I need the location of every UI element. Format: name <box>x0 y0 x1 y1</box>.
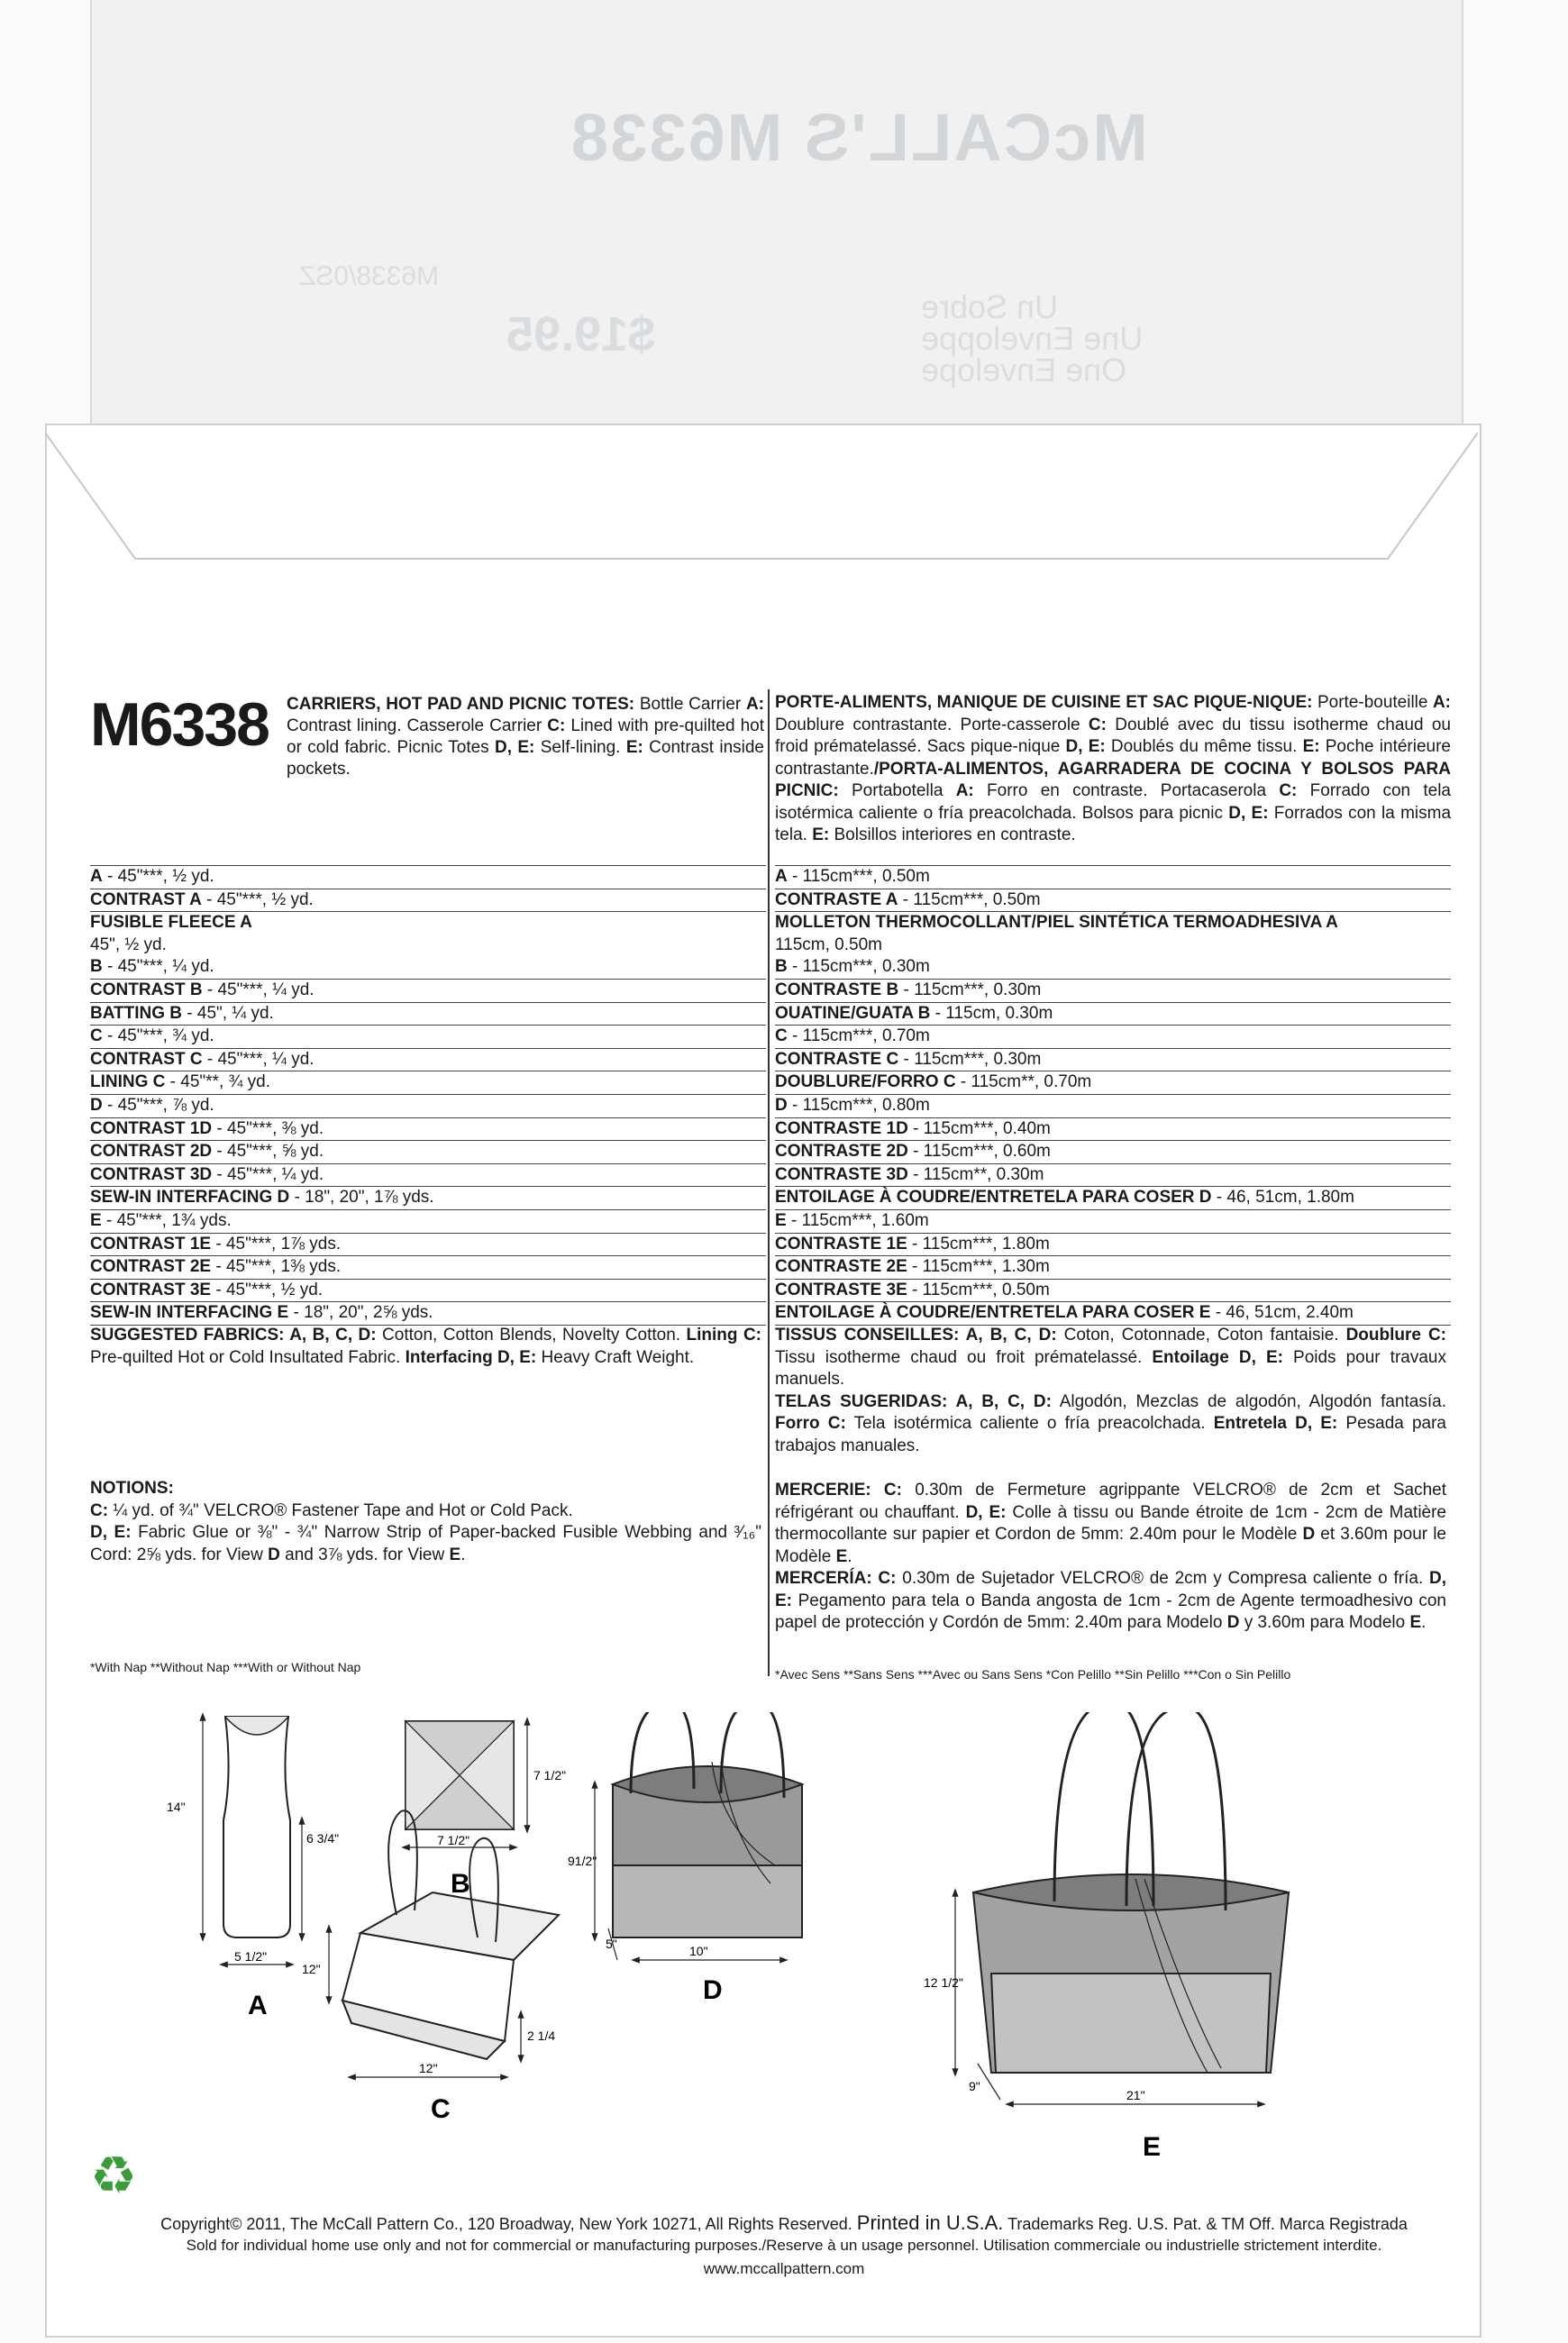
view-b-width-label: 7 1/2" <box>437 1833 470 1847</box>
footnote-fr-es: *Avec Sens **Sans Sens ***Avec ou Sans Sens *Con Pelillo **Sin Pelillo ***Con o Sin Pelillo <box>775 1667 1291 1682</box>
yardage-value: - 45"***, ½ yd. <box>211 1280 324 1299</box>
yardage-label: D <box>90 1095 103 1115</box>
yardage-row <box>90 1141 766 1164</box>
yardage-value: - 45"***, ⅝ yd. <box>212 1142 324 1162</box>
yardage-row <box>775 1071 1451 1095</box>
pattern-code: M6338 <box>90 690 269 759</box>
ghost-title: McCALL'S M6338 <box>570 100 1148 175</box>
description-text: Poche intérieure contrastante. <box>775 737 1451 779</box>
yardage-row <box>775 956 1451 980</box>
yardage-label: CONTRASTE 1D <box>775 1118 908 1138</box>
yardage-row <box>775 1210 1451 1234</box>
yardage-label: E <box>775 1210 787 1230</box>
yardage-value: - 45"***, ¼ yd. <box>202 980 315 999</box>
trademarks: Trademarks Reg. U.S. Pat. & TM Off. Marca Registrada <box>1007 2215 1408 2233</box>
view-e-label: E <box>1143 2132 1162 2162</box>
yardage-row <box>775 1141 1451 1164</box>
description-text: Bolsillos interiores en contraste. <box>829 825 1076 844</box>
view-de-ref: D, E: <box>965 1502 1007 1522</box>
yardage-label: CONTRASTE 1E <box>775 1234 907 1254</box>
yardage-row <box>90 1280 766 1303</box>
view-a-side-label: 6 3/4" <box>306 1831 340 1846</box>
yardage-value: - 45"***, ½ yd. <box>201 889 314 909</box>
yardage-value: - 46, 51cm, 1.80m <box>1211 1188 1354 1208</box>
yardage-label: A <box>90 867 103 886</box>
view-d-ref: D <box>1226 1613 1240 1632</box>
ghost-line-2: Une Enveloppe <box>921 320 1144 357</box>
fabrics-text: Poids pour travaux manuels. <box>775 1347 1446 1389</box>
view-d-ref: D <box>1302 1525 1316 1544</box>
yardage-label: CONTRAST C <box>90 1049 203 1069</box>
notions-text: 0.30m de Sujetador VELCRO® de 2cm y Compresa caliente o fría. <box>896 1569 1429 1588</box>
yardage-label: CONTRASTE A <box>775 889 898 909</box>
description-text: Porte-bouteille <box>1312 693 1433 712</box>
yardage-label: CONTRAST A <box>90 889 202 909</box>
notions-fr-es <box>775 1480 1446 1635</box>
view-d-width-label: 10" <box>689 1944 708 1958</box>
recycle-icon: ♻ <box>90 2147 137 2205</box>
yardage-label: D <box>775 1095 788 1115</box>
yardage-row <box>775 934 1451 957</box>
yardage-row <box>775 1187 1451 1210</box>
fabrics-lining-label: Doublure C: <box>1345 1326 1447 1345</box>
view-e-ref: E <box>835 1546 848 1566</box>
yardage-label: FUSIBLE FLEECE A <box>90 913 252 933</box>
yardage-row <box>775 866 1451 889</box>
yardage-label: BATTING B <box>90 1003 183 1023</box>
yardage-value: - 45"***, ¼ yd. <box>202 1049 315 1069</box>
yardage-label: SEW-IN INTERFACING D <box>90 1188 290 1208</box>
yardage-row <box>90 1026 766 1049</box>
yardage-row <box>775 889 1451 913</box>
yardage-value: - 45"***, ⅜ yd. <box>212 1118 324 1138</box>
view-d-drawing <box>595 1712 802 1960</box>
notions-text: Colle à tissu ou Bande étroite de 1cm - 2cm de Matière thermocollante sur papier et Cordon de 5mm: 2.40m pour le Modèle <box>775 1502 1447 1544</box>
yardage-value: - 115cm**, 0.30m <box>907 1164 1044 1184</box>
yardage-label: CONTRASTE C <box>775 1049 899 1069</box>
yardage-value: - 45", ¼ yd. <box>182 1003 274 1023</box>
view-b-height-label: 7 1/2" <box>533 1768 567 1782</box>
description-text: Lined with pre-quilted hot or cold fabric. Picnic Totes <box>287 716 764 757</box>
yardage-row <box>775 980 1451 1003</box>
yardage-value: - 115cm***, 0.50m <box>898 889 1041 909</box>
description-text: Contrast inside pockets. <box>287 738 764 779</box>
view-e-ref: E: <box>1302 737 1320 756</box>
copyright-line-1 <box>54 2211 1514 2235</box>
yardage-row <box>90 1049 766 1072</box>
yardage-row <box>90 1302 766 1326</box>
notions-text: Fabric Glue or ⅜" - ¾" Narrow Strip of Paper-backed Fusible Webbing and ³⁄₁₆" Cord: 2⅝ yds. for View <box>90 1523 761 1564</box>
view-de-ref: D, E: <box>90 1523 132 1542</box>
yardage-value: - 18", 20", 2⅝ yds. <box>288 1303 433 1323</box>
fabrics-lining-label: Forro C: <box>775 1414 846 1433</box>
notions-c <box>90 1500 761 1523</box>
yardage-value: - 45"***, 1⅞ yds. <box>211 1234 342 1254</box>
yardage-row <box>775 1118 1451 1142</box>
fabrics-text: Pre-quilted Hot or Cold Insultated Fabric. <box>90 1347 406 1367</box>
fabrics-interfacing-label: Entoilage D, E: <box>1152 1347 1283 1367</box>
yardage-value: - 46, 51cm, 2.40m <box>1210 1303 1354 1323</box>
yardage-row <box>90 866 766 889</box>
view-a-drawing <box>203 1717 302 1965</box>
yardage-value: - 45"***, ½ yd. <box>102 867 214 886</box>
ghost-price: $19.95 <box>506 307 656 361</box>
view-de-ref: D, E: <box>1228 803 1269 823</box>
yardage-label: DOUBLURE/FORRO C <box>775 1072 956 1092</box>
notions-heading: MERCERÍA: C: <box>775 1569 897 1588</box>
description-text: Bottle Carrier <box>634 695 746 714</box>
view-c-drawing <box>329 1810 559 2077</box>
notions-text: . <box>460 1545 466 1564</box>
fabrics-text: Heavy Craft Weight. <box>536 1347 695 1367</box>
ghost-line-3: One Envelope <box>921 351 1127 388</box>
yardage-value: - 115cm, 0.30m <box>930 1003 1053 1023</box>
yardage-label: LINING C <box>90 1072 166 1092</box>
yardage-value: - 115cm***, 1.80m <box>907 1234 1050 1254</box>
yardage-value: - 115cm***, 0.80m <box>787 1095 930 1115</box>
description-text: Doublé avec du tissu isotherme chaud ou froid prématelassé. Sacs pique-nique <box>775 715 1451 756</box>
view-c-width-label: 12" <box>419 2061 438 2075</box>
view-a-ref: A: <box>1432 693 1451 712</box>
fabrics-heading: SUGGESTED FABRICS: A, B, C, D: <box>90 1326 377 1345</box>
footnote-en: *With Nap **Without Nap ***With or Without Nap <box>90 1660 361 1674</box>
yardage-row <box>775 1234 1451 1257</box>
view-d-depth-label: 5" <box>606 1937 617 1951</box>
yardage-label: CONTRASTE 2D <box>775 1142 908 1162</box>
view-de-ref: D, E: <box>1065 737 1106 756</box>
column-divider <box>768 689 770 1676</box>
view-e-height-label: 12 1/2" <box>924 1975 963 1990</box>
notions-text: and 3⅞ yds. for View <box>279 1545 450 1564</box>
yardage-label: CONTRAST B <box>90 980 203 999</box>
notions-heading: MERCERIE: C: <box>775 1481 902 1500</box>
yardage-row <box>90 1003 766 1026</box>
yardage-value: - 115cm***, 0.30m <box>787 957 930 977</box>
view-de-ref: D, E: <box>495 738 535 757</box>
view-de-ref: D, E: <box>775 1569 1446 1610</box>
ghost-number: M6338/0SZ <box>299 261 440 291</box>
notions-en <box>90 1478 761 1566</box>
envelope-flap <box>90 0 1463 469</box>
yardage-label: CONTRAST 2E <box>90 1257 212 1277</box>
notions-text: ¼ yd. of ¾" VELCRO® Fastener Tape and Hot or Cold Pack. <box>108 1500 573 1520</box>
yardage-value: - 115cm**, 0.70m <box>955 1072 1092 1092</box>
view-e-ref: E: <box>625 738 643 757</box>
yardage-label: E <box>90 1210 102 1230</box>
yardage-label: C <box>90 1026 103 1046</box>
yardage-label: SEW-IN INTERFACING E <box>90 1303 289 1323</box>
notions-text: y 3.60m para Modelo <box>1239 1613 1410 1632</box>
notions-text: 0.30m de Fermeture agrippante VELCRO® de 2cm et Sachet réfrigérant ou chauffant. <box>775 1481 1446 1522</box>
yardage-row <box>90 1234 766 1257</box>
view-e-ref: E <box>1409 1613 1422 1632</box>
yardage-row <box>775 1049 1451 1072</box>
yardage-label: C <box>775 1026 788 1046</box>
fabrics-interfacing-label: Interfacing D, E: <box>405 1347 537 1367</box>
ghost-line-1: Un Sobre <box>921 288 1059 325</box>
yardage-row <box>90 934 766 957</box>
yardage-value: - 115cm***, 0.40m <box>907 1118 1051 1138</box>
description-fr-es <box>775 692 1451 847</box>
yardage-label: MOLLETON THERMOCOLLANT/PIEL SINTÉTICA TERMOADHESIVA A <box>775 913 1338 933</box>
notions-de <box>90 1522 761 1566</box>
yardage-label: B <box>775 957 788 977</box>
fabrics-heading: TELAS SUGERIDAS: A, B, C, D: <box>775 1391 1052 1411</box>
yardage-row <box>90 889 766 913</box>
yardage-row <box>90 1164 766 1188</box>
view-a-width-label: 5 1/2" <box>234 1949 268 1964</box>
yardage-label: CONTRAST 3D <box>90 1164 213 1184</box>
description-text: Self-lining. <box>534 738 626 757</box>
view-c-label: C <box>431 2094 451 2124</box>
description-text: Portabotella <box>838 781 956 800</box>
description-text: Contrast lining. Casserole Carrier <box>287 716 548 735</box>
description-text: Forro en contraste. Portacaserola <box>973 781 1280 800</box>
yardage-value: - 115cm***, 1.60m <box>786 1210 929 1230</box>
copyright-line-2: Sold for individual home use only and not for commercial or manufacturing purposes./Reserve à un usage personnel. Utilisation commerciale ou industrielle strictement interdite. <box>186 2237 1382 2254</box>
notions-es <box>775 1568 1446 1635</box>
notions-fr <box>775 1480 1446 1568</box>
view-c-ref: C: <box>547 716 566 735</box>
view-e-drawing <box>955 1712 1289 2104</box>
view-c-depth-label: 12" <box>302 1962 321 1976</box>
description-en <box>287 694 764 780</box>
view-e-ref: E <box>449 1545 461 1564</box>
yardage-label: CONTRASTE 3D <box>775 1164 908 1184</box>
yardage-table-en <box>90 865 766 1326</box>
yardage-value: - 45"***, ¾ yd. <box>102 1026 214 1046</box>
yardage-value: - 45"***, ¼ yd. <box>212 1164 324 1184</box>
view-d-label: D <box>703 1975 723 2005</box>
yardage-value: - 115cm***, 1.30m <box>907 1257 1050 1277</box>
yardage-row <box>775 1026 1451 1049</box>
yardage-row <box>90 1118 766 1142</box>
yardage-value: - 115cm***, 0.60m <box>907 1142 1051 1162</box>
description-title: CARRIERS, HOT PAD AND PICNIC TOTES: <box>287 695 635 714</box>
view-c-ref: C: <box>1088 715 1107 734</box>
fabrics-heading: TISSUS CONSEILLES: A, B, C, D: <box>775 1326 1057 1345</box>
yardage-row <box>775 1256 1451 1280</box>
fabrics-interfacing-label: Entretela D, E: <box>1213 1414 1338 1433</box>
notions-text: . <box>847 1546 852 1566</box>
yardage-value: - 45"***, 1¾ yds. <box>101 1210 232 1230</box>
view-a-ref: A: <box>955 781 974 800</box>
view-d-ref: D <box>268 1545 280 1564</box>
fabrics-text: Tissu isotherme chaud ou froit prématelassé. <box>775 1347 1153 1367</box>
yardage-label: CONTRAST 2D <box>90 1142 213 1162</box>
yardage-value: - 115cm***, 0.50m <box>907 1280 1050 1299</box>
view-e-depth-label: 9" <box>969 2079 980 2093</box>
yardage-row <box>90 1071 766 1095</box>
description-text: Doublure contrastante. Porte-casserole <box>775 715 1089 734</box>
notions-text: . <box>1421 1613 1427 1632</box>
yardage-table-fr-es <box>775 865 1451 1326</box>
view-b-drawing <box>406 1721 527 1847</box>
yardage-value: - 115cm***, 0.30m <box>898 1049 1042 1069</box>
yardage-label: ENTOILAGE À COUDRE/ENTRETELA PARA COSER E <box>775 1303 1211 1323</box>
suggested-fabrics-en <box>90 1325 761 1369</box>
description-text: Forrado con tela isotérmica caliente o fría preacolchada. Bolsos para picnic <box>775 781 1451 823</box>
notions-text: Pegamento para tela o Banda angosta de 1cm - 2cm de Agente termoadhesivo con papel de protección y Cordón de 5mm: 2.40m para Modelo <box>775 1591 1446 1632</box>
yardage-row <box>90 1095 766 1118</box>
yardage-row <box>90 1210 766 1234</box>
fabrics-text: Cotton, Cotton Blends, Novelty Cotton. <box>376 1326 687 1345</box>
yardage-label: CONTRASTE B <box>775 980 899 999</box>
yardage-row <box>775 912 1451 934</box>
yardage-value: - 45"***, ⅞ yd. <box>102 1095 214 1115</box>
envelope-fold-lines <box>45 424 1478 568</box>
yardage-row <box>90 1187 766 1210</box>
yardage-row <box>90 980 766 1003</box>
yardage-value: - 115cm***, 0.50m <box>787 867 930 886</box>
fabrics-fr <box>775 1325 1446 1391</box>
view-e-ref: E: <box>812 825 830 844</box>
yardage-row <box>775 1003 1451 1026</box>
copyright-text: Copyright© 2011, The McCall Pattern Co., 120 Broadway, New York 10271, All Rights Reserved. <box>160 2215 852 2233</box>
view-a-height-label: 14" <box>167 1800 186 1814</box>
fabrics-lining-label: Lining C: <box>686 1326 761 1345</box>
technical-drawings <box>90 1712 1460 2190</box>
yardage-row <box>775 1280 1451 1303</box>
yardage-value: - 115cm***, 0.70m <box>787 1026 930 1046</box>
fabrics-text: Algodón, Mezclas de algodón, Algodón fantasía. <box>1051 1391 1446 1411</box>
yardage-row <box>775 1095 1451 1118</box>
view-a-label: A <box>248 1991 268 2020</box>
fabrics-text: Tela isotérmica caliente o fría preacolchada. <box>845 1414 1214 1433</box>
view-b-label: B <box>451 1869 470 1899</box>
printed-in: Printed in U.S.A. <box>856 2211 1004 2234</box>
view-c-ref: C: <box>1279 781 1298 800</box>
description-text: Doublés du même tissu. <box>1105 737 1303 756</box>
view-e-width-label: 21" <box>1126 2088 1145 2102</box>
yardage-row <box>775 1302 1451 1326</box>
yardage-row <box>90 912 766 934</box>
view-c-height-label: 2 1/4 <box>527 2028 556 2043</box>
yardage-label: OUATINE/GUATA B <box>775 1003 931 1023</box>
yardage-value: - 45"***, ¼ yd. <box>102 957 214 977</box>
fabrics-es <box>775 1391 1446 1458</box>
yardage-value: 45", ½ yd. <box>90 934 167 954</box>
yardage-label: CONTRASTE 3E <box>775 1280 907 1299</box>
website-url: www.mccallpattern.com <box>703 2260 865 2277</box>
yardage-label: B <box>90 957 103 977</box>
notions-heading: NOTIONS: <box>90 1479 174 1498</box>
yardage-label: CONTRAST 3E <box>90 1280 212 1299</box>
description-text: Forrados con la misma tela. <box>775 803 1452 844</box>
notions-text: et 3.60m pour le Modèle <box>775 1525 1446 1566</box>
fabrics-text: Coton, Cotonnade, Coton fantaisie. <box>1056 1326 1346 1345</box>
suggested-fabrics-fr-es <box>775 1325 1446 1457</box>
yardage-value: - 115cm***, 0.30m <box>898 980 1042 999</box>
yardage-value: - 18", 20", 1⅞ yds. <box>289 1188 434 1208</box>
yardage-label: CONTRAST 1E <box>90 1234 212 1254</box>
view-c-ref: C: <box>90 1500 109 1520</box>
yardage-row <box>90 956 766 980</box>
description-title-fr: PORTE-ALIMENTS, MANIQUE DE CUISINE ET SAC PIQUE-NIQUE: <box>775 693 1313 712</box>
yardage-label: A <box>775 867 788 886</box>
fabrics-text: Pesada para trabajos manuales. <box>775 1414 1446 1455</box>
yardage-value: - 45"**, ¾ yd. <box>165 1072 270 1092</box>
yardage-value: 115cm, 0.50m <box>775 934 882 954</box>
yardage-row <box>775 1164 1451 1188</box>
yardage-label: CONTRAST 1D <box>90 1118 213 1138</box>
yardage-label: ENTOILAGE À COUDRE/ENTRETELA PARA COSER D <box>775 1188 1212 1208</box>
view-a-ref: A: <box>745 695 765 714</box>
yardage-label: CONTRASTE 2E <box>775 1257 907 1277</box>
description-title-es: /PORTA-ALIMENTOS, AGARRADERA DE COCINA Y BOLSOS PARA PICNIC: <box>775 759 1451 800</box>
yardage-row <box>90 1256 766 1280</box>
view-d-height-label: 91/2" <box>568 1854 597 1868</box>
yardage-value: - 45"***, 1⅜ yds. <box>211 1257 342 1277</box>
